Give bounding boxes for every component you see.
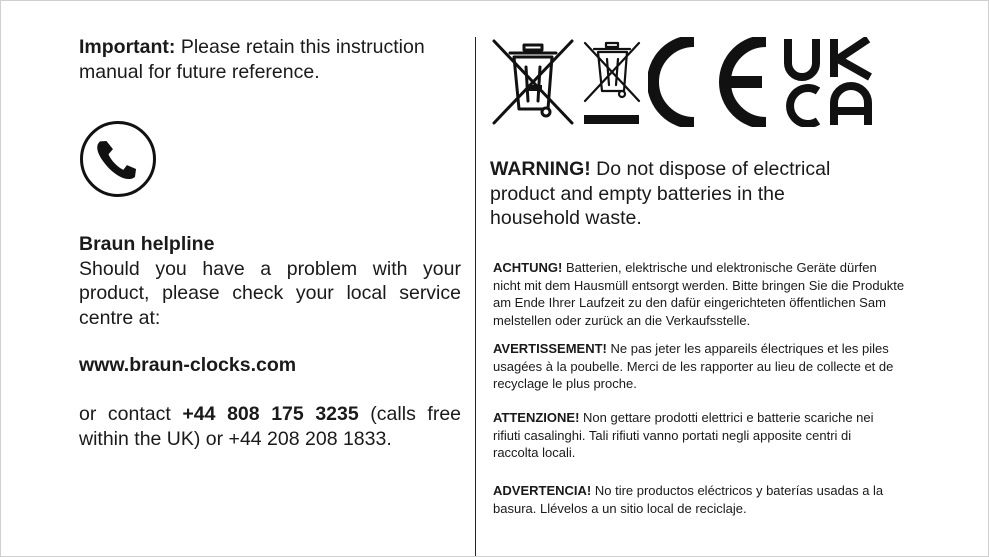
notice-it-line3: raccolta locali.: [493, 445, 576, 461]
notice-fr-line3: recyclage le plus proche.: [493, 376, 637, 392]
notice-es-line1: No tire productos eléctricos y baterías usadas a la: [591, 483, 884, 498]
contact-prefix: or contact: [79, 403, 183, 425]
notice-fr-line1: Ne pas jeter les appareils électriques et les piles: [606, 341, 889, 356]
warning-text: Do not dispose of electrical product and empty batteries in the household waste.: [490, 158, 831, 229]
warning-notice: [490, 157, 870, 231]
helpline-text: Should you have a problem with your product, please check your local service centre at:: [79, 257, 461, 329]
notice-german: [493, 259, 953, 330]
important-note: [79, 35, 461, 84]
notice-french: [493, 340, 953, 393]
notice-de-line1: Batterien, elektrische und elektronische Geräte dürfen: [562, 260, 877, 275]
contact-number: +44 808 175 3235: [182, 403, 359, 425]
notice-fr-line2: usagées à la poubelle. Merci de les rapporter au lieu de collecte et de: [493, 358, 894, 374]
phone-icon: [79, 120, 157, 198]
notice-it-line1: Non gettare prodotti elettrici e batterie scariche nei: [579, 410, 874, 425]
notice-it-line2: rifiuti casalinghi. Tali rifiuti vanno portati negli apposite centri di: [493, 427, 852, 443]
notice-fr-label: AVERTISSEMENT!: [493, 341, 607, 356]
ce-mark-logo: [648, 37, 780, 127]
notice-spanish: [493, 482, 953, 517]
ukca-mark-logo: [782, 37, 878, 127]
notice-es-label: ADVERTENCIA!: [493, 483, 592, 498]
notice-de-line3: am Ende Ihrer Laufzeit zu den dafür eingerichteten öffentlichen Sam: [493, 295, 886, 311]
important-text: Please retain this instruction manual for future reference.: [79, 36, 425, 83]
website-link[interactable]: www.braun-clocks.com: [79, 354, 297, 376]
contact-suffix: (calls free within the UK) or +44 208 208 1833.: [79, 403, 462, 450]
notice-de-label: ACHTUNG!: [493, 260, 563, 275]
battery-bin-icon: [582, 37, 642, 129]
contact-info: [79, 402, 461, 451]
column-divider: [475, 37, 476, 556]
weee-bin-icon: [490, 37, 576, 127]
notice-es-line2: basura. Llévelos a un sitio local de reciclaje.: [493, 500, 747, 516]
helpline-title: Braun helpline: [79, 233, 215, 255]
warning-label: WARNING!: [490, 158, 591, 180]
notice-de-line4: melstellen oder zurück an die Verkaufsstelle.: [493, 313, 751, 329]
left-column: [79, 35, 462, 450]
notice-italian: [493, 409, 953, 462]
important-label: Important:: [79, 36, 176, 58]
helpline-section: [79, 232, 461, 330]
compliance-symbols: [490, 37, 890, 129]
notice-it-label: ATTENZIONE!: [493, 410, 580, 425]
notice-de-line2: nicht mit dem Hausmüll entsorgt werden. Bitte bringen Sie die Produkte: [493, 277, 905, 293]
